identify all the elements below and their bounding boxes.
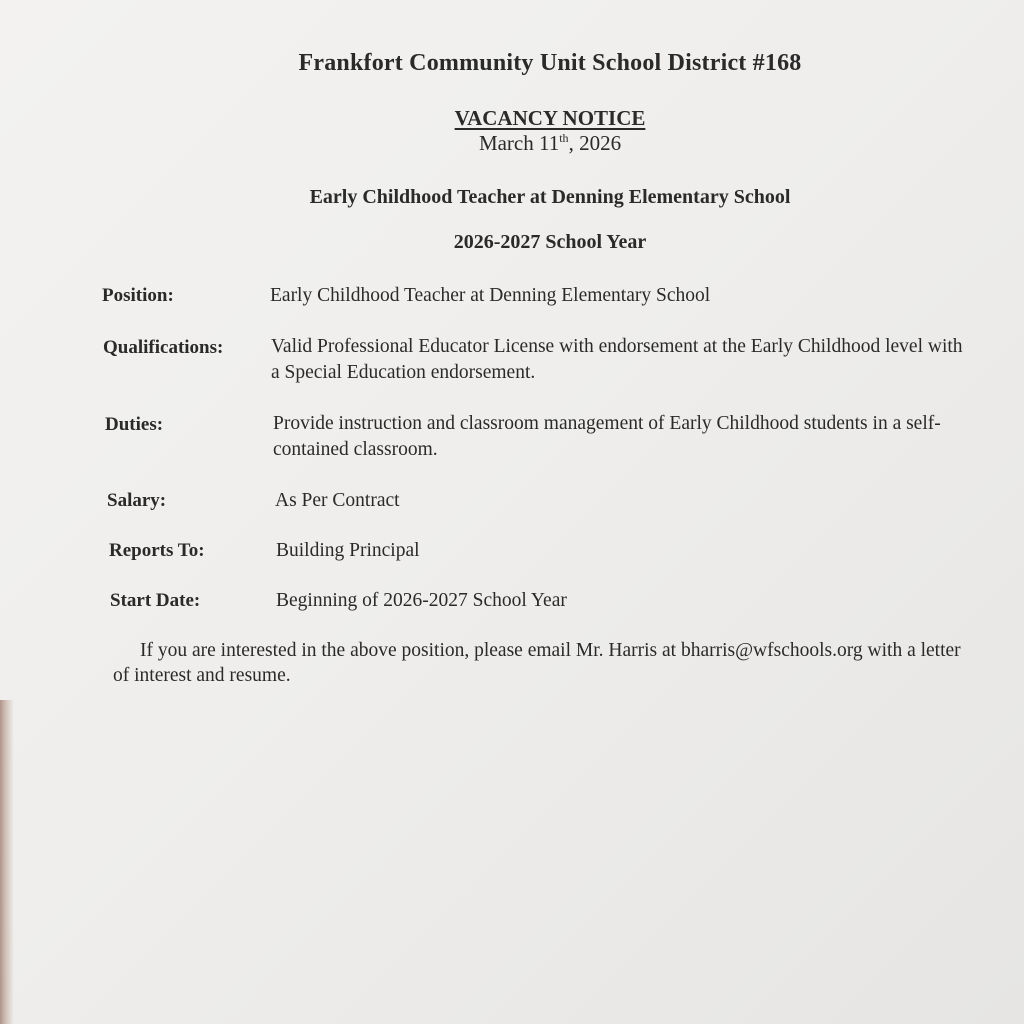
closing-paragraph: If you are interested in the above position, please email Mr. Harris at bharris@wfschools.org with a letter of interest and resume. bbox=[113, 640, 961, 686]
start-date-label: Start Date: bbox=[110, 590, 201, 611]
reports-to-value: Building Principal bbox=[276, 540, 420, 561]
school-year-subheading: 2026-2027 School Year bbox=[453, 231, 647, 253]
district-title: Frankfort Community Unit School District #168 bbox=[298, 50, 802, 76]
position-subheading: Early Childhood Teacher at Denning Elementary School bbox=[309, 186, 791, 208]
start-date-value: Beginning of 2026-2027 School Year bbox=[276, 590, 567, 611]
reports-to-label: Reports To: bbox=[109, 540, 205, 561]
date-ordinal-suffix: th bbox=[559, 131, 569, 145]
duties-value: Provide instruction and classroom management of Early Childhood students in a self-contained classroom. bbox=[273, 413, 941, 460]
notice-date bbox=[0, 131, 1024, 156]
position-value: Early Childhood Teacher at Denning Elementary School bbox=[270, 285, 711, 306]
page-edge-shadow bbox=[0, 700, 14, 1024]
salary-label: Salary: bbox=[107, 490, 167, 511]
qualifications-value: Valid Professional Educator License with endorsement at the Early Childhood level with a Special Education endorsement. bbox=[271, 336, 963, 383]
qualifications-label: Qualifications: bbox=[103, 337, 224, 358]
date-month-day: March 11 bbox=[478, 131, 560, 155]
vacancy-notice-heading: VACANCY NOTICE bbox=[454, 106, 646, 130]
position-label: Position: bbox=[102, 285, 174, 306]
duties-label: Duties: bbox=[105, 414, 164, 435]
salary-value: As Per Contract bbox=[275, 490, 400, 511]
date-year: , 2026 bbox=[568, 131, 622, 155]
